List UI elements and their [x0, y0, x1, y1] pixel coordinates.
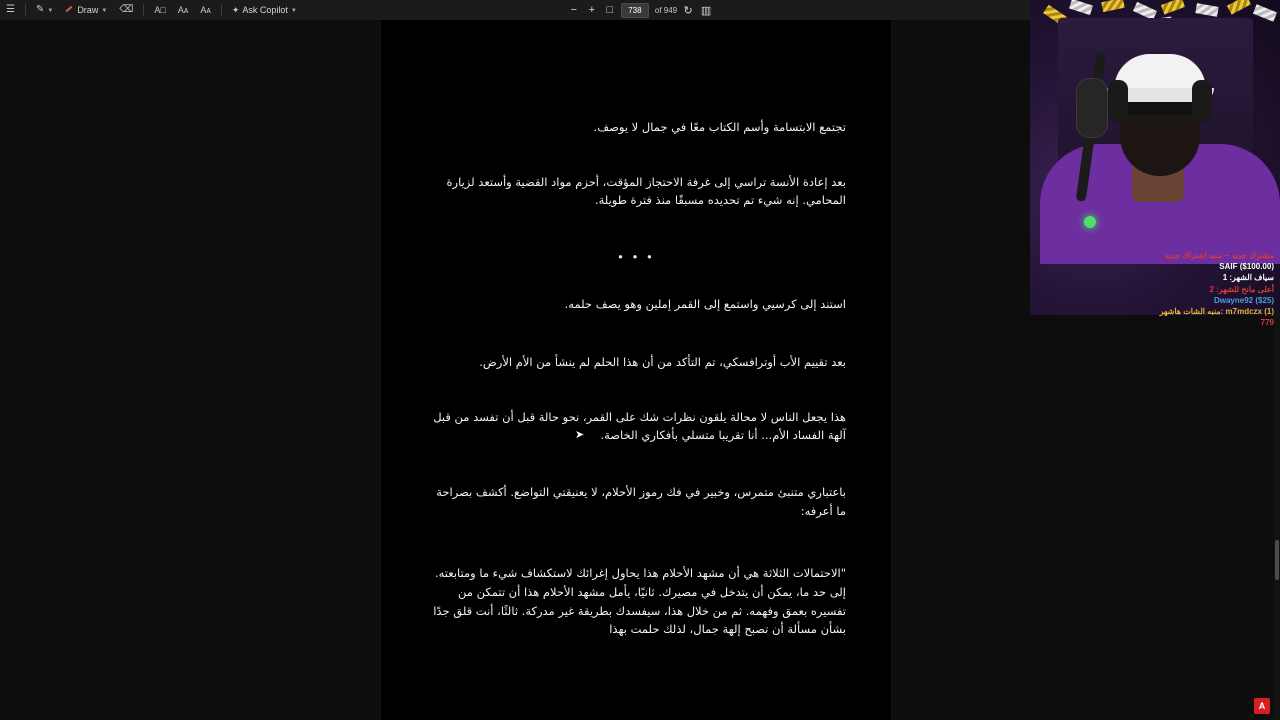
draw-tool-button[interactable]: [60, 2, 112, 18]
read-aloud-button[interactable]: [195, 2, 215, 18]
stream-overlay: [1030, 0, 1280, 328]
status-light: [1084, 216, 1096, 228]
minus-icon: −: [570, 4, 578, 16]
alert-item: سياف الشهر: 1: [1222, 273, 1274, 283]
webcam-feed: [1058, 18, 1253, 246]
alert-item: مشترك جديد – منبه اشتراك جديد: [1164, 251, 1274, 260]
scrollbar-thumb[interactable]: [1275, 540, 1279, 580]
hamburger-icon: ☰: [6, 4, 15, 15]
read-aloud-icon: Aᴀ: [200, 4, 211, 15]
current-page-input[interactable]: [621, 3, 649, 18]
layout-icon: ▥: [700, 4, 712, 17]
headphone-right: [1192, 80, 1212, 122]
plus-icon: +: [588, 4, 596, 16]
paragraph: هذا يجعل الناس لا محالة يلقون نظرات شك على القمر، نحو حالة قبل أن تفسد من قبل آلهة الفساد الأم... أنا تقريبا متسلي بأفكاري الخاصة.: [433, 409, 846, 443]
paragraph: "الاحتمالات الثلاثة هي أن مشهد الأحلام هذا يحاول إغرائك لاستكشاف شيء ما ومتابعته. إلى حد ما، يمكن أن يتدخل في مصيرك. ثانيًا، يأمل مشهد الأحلام هذا أن تتمكن من تفسيره بعمق وفهمه. ثم من خلال هذا، سيفسدك بطريقة غير مدركة. ثالثًا، أنت قلق جدًا بشأن مسألة أن تصبح إلهة جمال، لذلك حلمت بهذا: [433, 566, 846, 637]
microphone-icon: [1076, 78, 1108, 138]
eraser-tool-button[interactable]: [114, 2, 138, 18]
chevron-down-icon: ▼: [290, 8, 297, 14]
zoom-in-button[interactable]: [585, 3, 599, 17]
alert-item: أعلى مانح للشهر: 2: [1209, 284, 1274, 294]
hamburger-menu-button[interactable]: [1, 2, 20, 18]
paragraph: استند إلى كرسيي واستمع إلى القمر إملين وهو يصف حلمه.: [564, 296, 846, 311]
text-box-tool-button[interactable]: [149, 2, 170, 18]
headphone-left: [1108, 80, 1128, 122]
sunglasses: [1122, 100, 1198, 115]
view-layout-button[interactable]: [699, 3, 713, 17]
fit-page-button[interactable]: [603, 3, 617, 17]
acrobat-label: A: [1258, 701, 1266, 711]
toolbar-divider: [221, 4, 222, 16]
draw-label: Draw: [77, 5, 99, 15]
text-box-icon: A□: [154, 4, 166, 15]
copilot-label: Ask Copilot: [242, 5, 288, 15]
paragraph: باعتباري متنبئ متمرس، وخبير في فك رموز الأحلام، لا يعنيقتي التواضع. أكشف بصراحة ما أعرفه:: [436, 485, 846, 518]
page-text-content: [381, 58, 891, 639]
acrobat-badge[interactable]: [1254, 698, 1270, 714]
paragraph: بعد تقييم الأب أوترافسكي، تم التأكد من أن هذا الحلم لم ينشأ من الأم الأرض.: [479, 355, 846, 370]
rotate-button[interactable]: [681, 3, 695, 17]
pdf-page[interactable]: [381, 58, 891, 720]
alert-item: m7mdczx (1) :منبه الشات هاشهر: [1159, 306, 1274, 316]
page-total-label: of 949: [654, 5, 678, 15]
current-page-value: 738: [628, 5, 642, 15]
alert-item: Dwayne92 ($25): [1213, 295, 1274, 305]
font-size-icon: Aᴀ: [177, 4, 189, 15]
paragraph: تجتمع الابتسامة وأسم الكتاب معًا في جمال لا يوصف.: [593, 120, 846, 134]
highlighter-icon: ✎: [35, 4, 45, 15]
fit-page-icon: □: [606, 4, 614, 16]
toolbar-divider: [25, 4, 26, 16]
pen-icon: [65, 6, 74, 15]
alert-item: 779: [1260, 318, 1274, 328]
text-style-button[interactable]: [173, 2, 193, 18]
toolbar-divider: [143, 4, 144, 16]
stream-alerts: [1038, 250, 1274, 328]
toolbar-left-group: [0, 0, 303, 20]
eraser-icon: ⌫: [119, 4, 134, 15]
ask-copilot-button[interactable]: [227, 2, 302, 18]
zoom-out-button[interactable]: [567, 3, 581, 17]
mouse-cursor: ➤: [575, 429, 585, 441]
rotate-icon: ↻: [683, 4, 693, 17]
copilot-icon: ✦: [231, 4, 240, 15]
chevron-down-icon: ▼: [47, 8, 54, 14]
alert-item: SAIF ($100.00): [1219, 262, 1274, 272]
section-separator: • • •: [617, 249, 655, 264]
paragraph: بعد إعادة الأنسة تراسي إلى غرفة الاحتجاز المؤقت، أحزم مواد القضية وأستعد لزيارة المحامي. إنه شيء تم تحديده مسبقًا منذ فترة طويلة.: [446, 174, 846, 208]
chevron-down-icon: ▼: [101, 8, 108, 14]
highlighter-tool-button[interactable]: [31, 2, 58, 18]
